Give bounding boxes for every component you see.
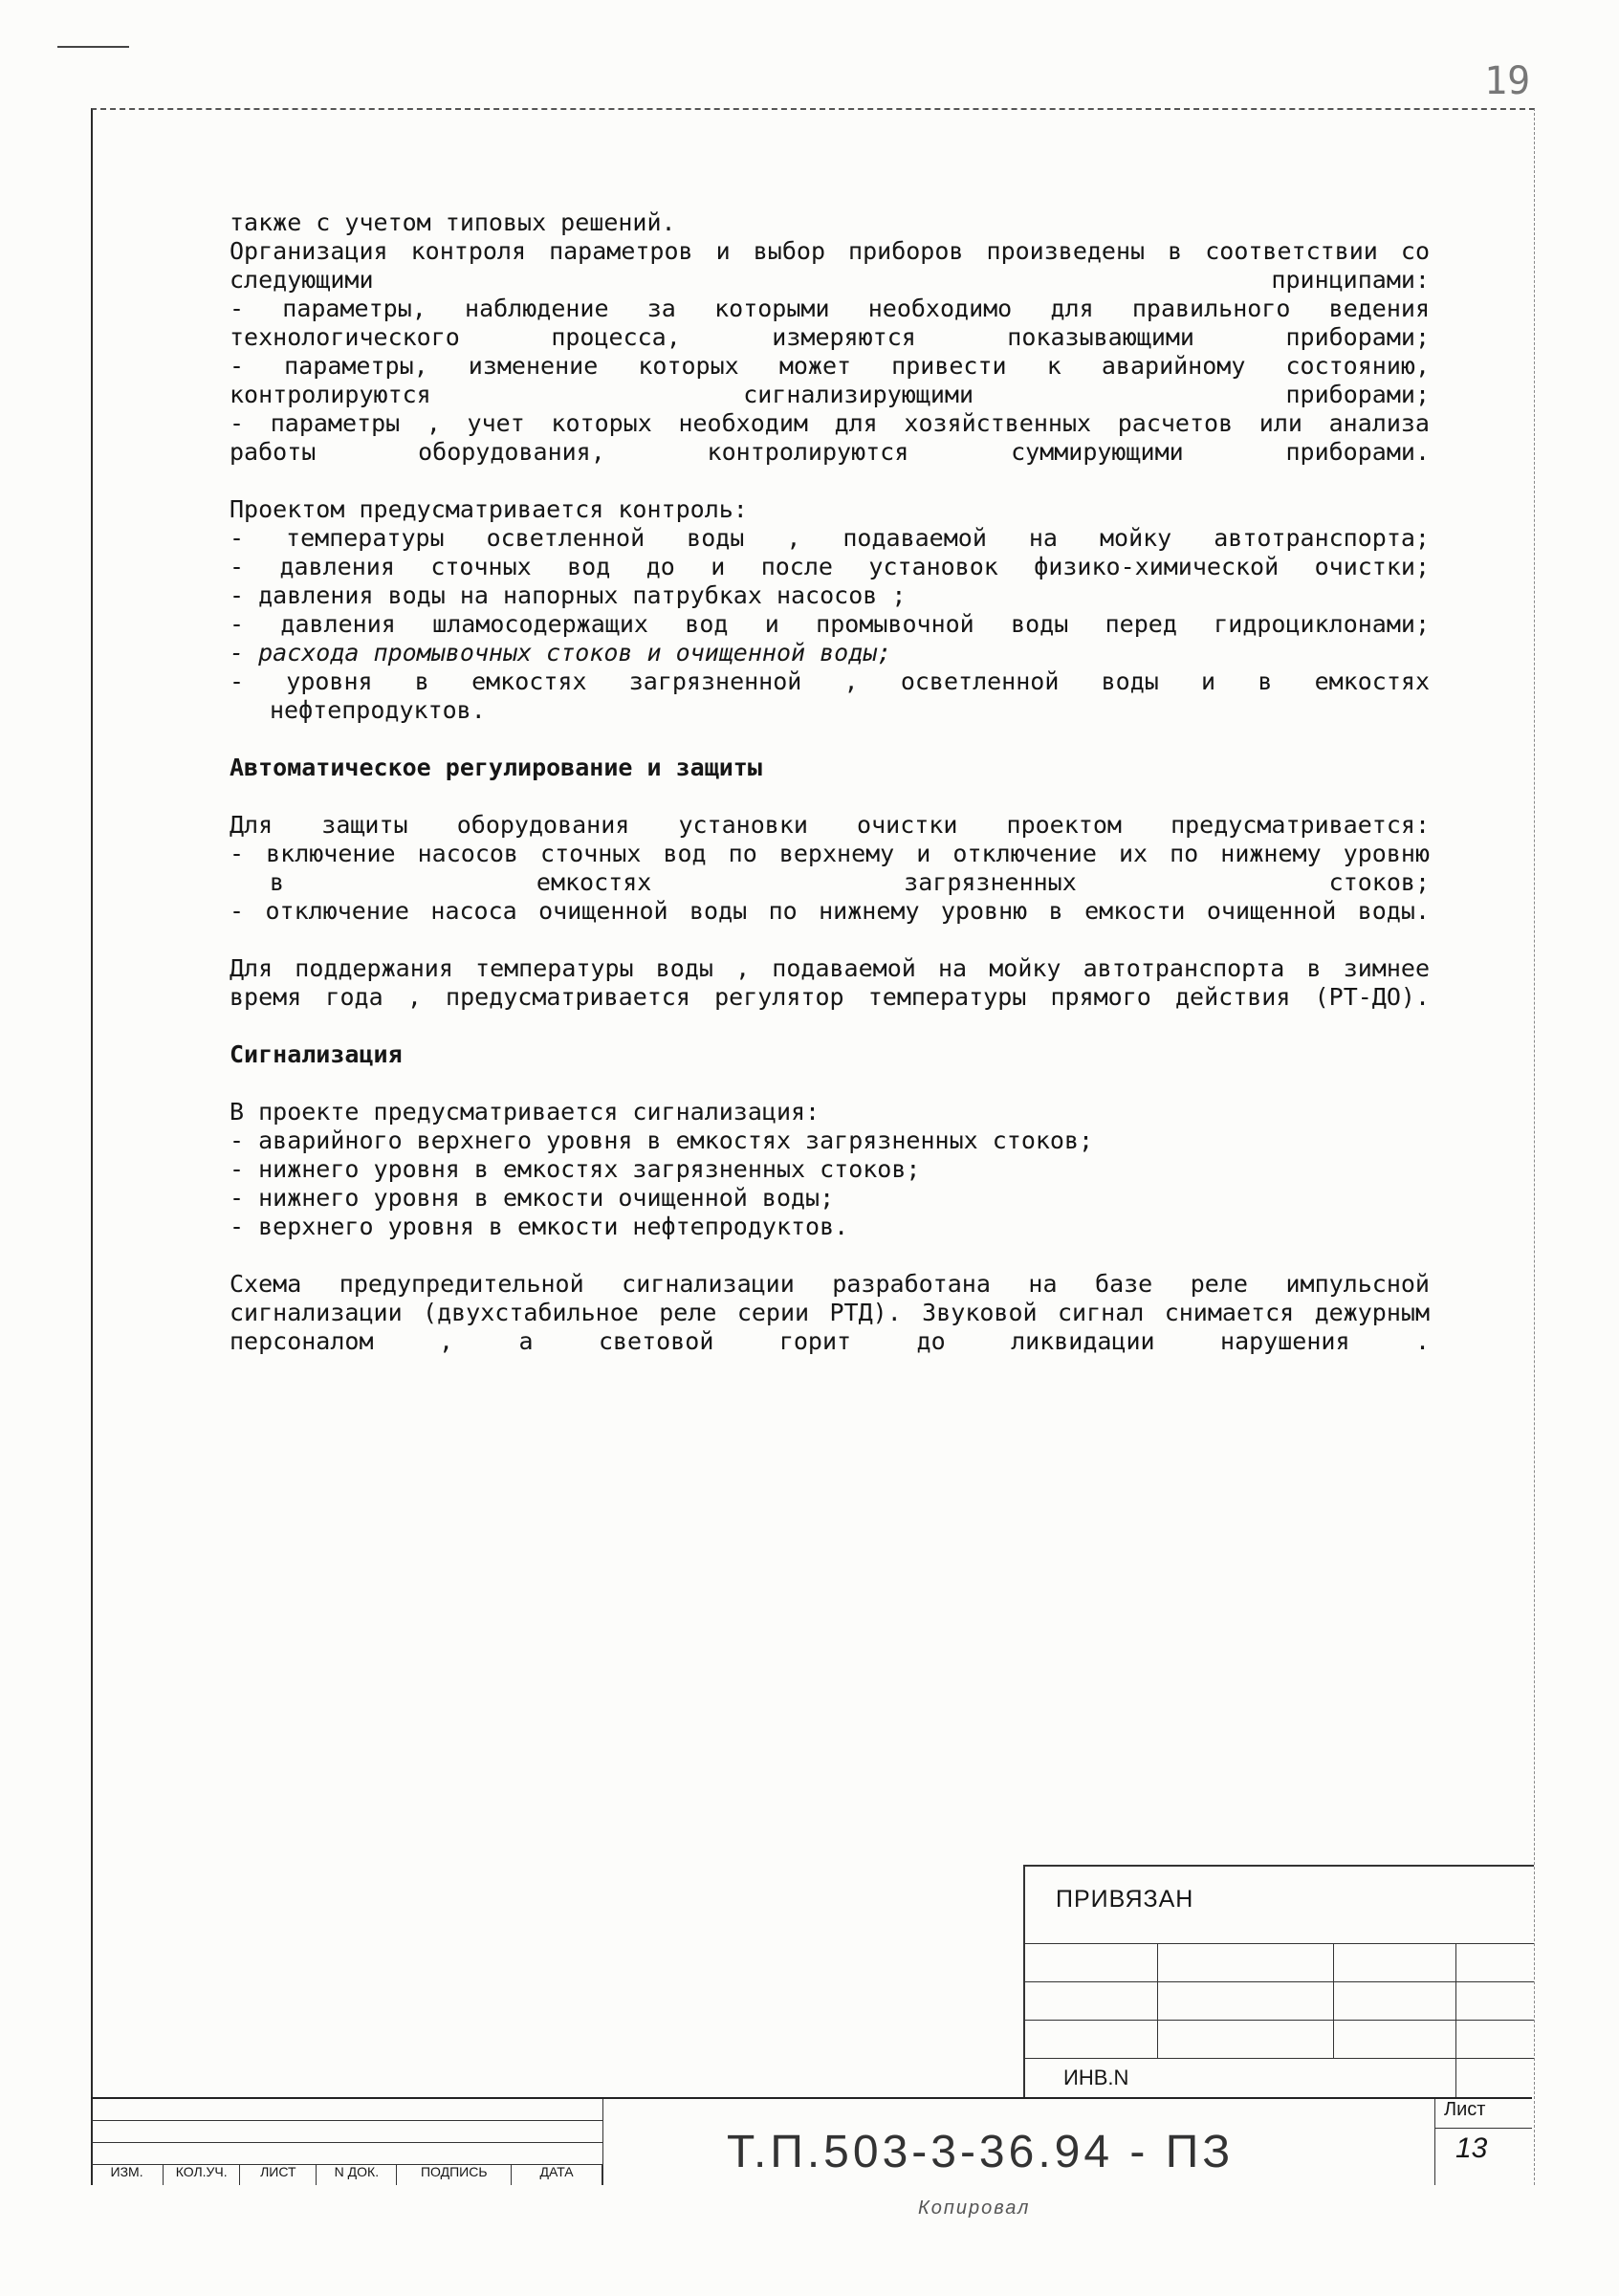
principle-alarm: - параметры, изменение которых может привести к аварийному состоянию, контролируются сигнализирующими приборами; <box>230 352 1430 408</box>
col-izm: ИЗМ. <box>91 2164 164 2185</box>
document-code: Т.П.503-3-36.94 - ПЗ <box>727 2127 1235 2177</box>
automation-item: - включение насосов сточных вод по верхнему и отключение их по нижнему уровню в емкостях загрязненных стоков; <box>230 840 1430 896</box>
control-item: - давления воды на напорных патрубках насосов ; <box>230 581 907 609</box>
top-edge-line <box>57 46 129 48</box>
title-block <box>91 2097 1532 2185</box>
footer-copied: Копировал <box>918 2198 1031 2219</box>
control-item: - давления шламосодержащих вод и промывочной воды перед гидроциклонами; <box>230 610 1430 638</box>
col-list: ЛИСТ <box>240 2164 317 2185</box>
principle-sum: - параметры , учет которых необходим для хозяйственных расчетов или анализа работы оборудования, контролируются суммирующими приборами. <box>230 409 1430 466</box>
signaling-item: - верхнего уровня в емкости нефтепродуктов. <box>230 1213 849 1240</box>
stamp-title: ПРИВЯЗАН <box>1056 1886 1194 1913</box>
automation-intro: Для защиты оборудования установки очистки проектом предусматривается: <box>230 811 1430 839</box>
signaling-item: - нижнего уровня в емкости очищенной воды; <box>230 1184 835 1212</box>
col-kol-uch: КОЛ.УЧ. <box>164 2164 240 2185</box>
automation-heading: Автоматическое регулирование и защиты <box>230 754 762 781</box>
intro-line: также с учетом типовых решений. <box>230 208 676 236</box>
sheet-number: 13 <box>1455 2132 1488 2164</box>
inventory-number-label: ИНВ.N <box>1063 2066 1129 2089</box>
approval-stamp <box>1023 1865 1534 2099</box>
revision-columns <box>91 2164 602 2185</box>
automation-regulator: Для поддержания температуры воды , подаваемой на мойку автотранспорта в зимнее время года , предусматривается регулятор температуры прямого действия (РТ-ДО). <box>230 954 1430 1011</box>
signaling-item: - аварийного верхнего уровня в емкостях загрязненных стоков; <box>230 1126 1094 1154</box>
signaling-heading: Сигнализация <box>230 1040 403 1068</box>
corner-mark: 19 <box>1484 59 1531 103</box>
principle-show: - параметры, наблюдение за которыми необходимо для правильного ведения технологического процесса, измеряются показывающими приборами; <box>230 295 1430 351</box>
intro-principles: Организация контроля параметров и выбор приборов произведены в соответствии со следующими принципами: <box>230 237 1430 294</box>
control-item: - температуры осветленной воды , подаваемой на мойку автотранспорта; <box>230 524 1430 552</box>
sheet-label: Лист <box>1444 2099 1486 2120</box>
signaling-intro: В проекте предусматривается сигнализация: <box>230 1098 820 1126</box>
signaling-scheme: Схема предупредительной сигнализации разработана на базе реле импульсной сигнализации (двухстабильное реле серии РТД). Звуковой сигнал снимается дежурным персоналом , а световой горит до ликвидации нарушения . <box>230 1270 1430 1355</box>
signaling-item: - нижнего уровня в емкостях загрязненных стоков; <box>230 1155 921 1183</box>
document-body <box>230 208 1430 1356</box>
control-item: - уровня в емкостях загрязненной , осветленной воды и в емкостях нефтепродуктов. <box>230 667 1430 724</box>
automation-item: - отключение насоса очищенной воды по нижнему уровню в емкости очищенной воды. <box>230 897 1430 925</box>
col-podpis: ПОДПИСЬ <box>397 2164 512 2185</box>
control-intro: Проектом предусматривается контроль: <box>230 495 748 523</box>
col-data: ДАТА <box>512 2164 602 2185</box>
control-item: - расхода промывочных стоков и очищенной воды; <box>230 639 892 667</box>
col-n-dok: N ДОК. <box>317 2164 397 2185</box>
control-item: - давления сточных вод до и после установок физико-химической очистки; <box>230 553 1430 580</box>
